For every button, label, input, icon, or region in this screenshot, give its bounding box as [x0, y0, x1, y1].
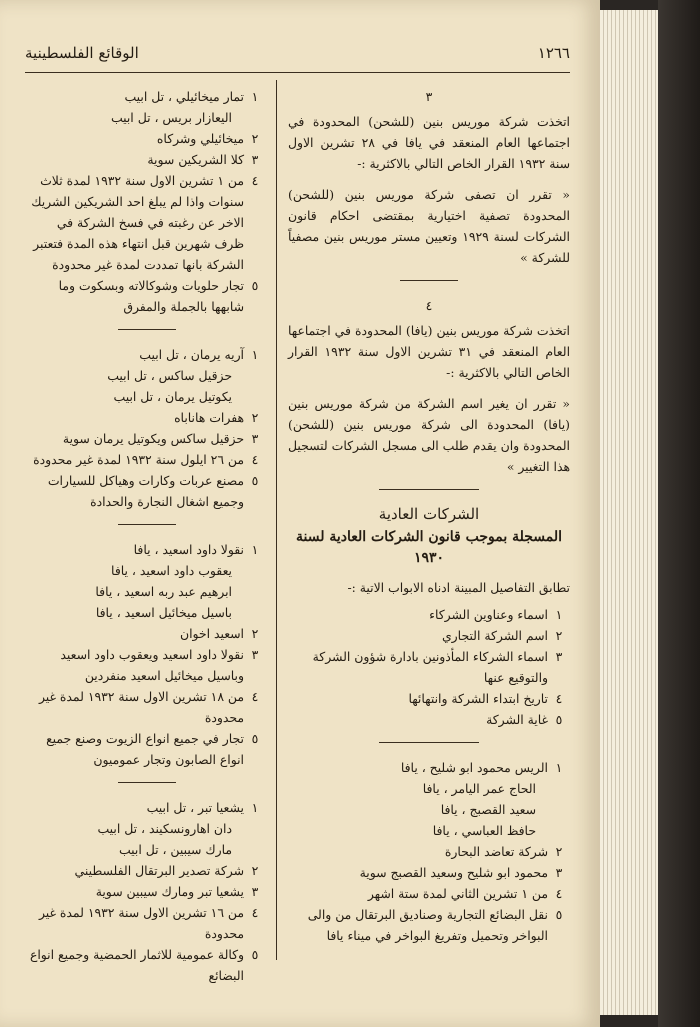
numbered-item	[28, 728, 266, 770]
item-line: آريه يرمان ، تل ابيب	[139, 347, 244, 362]
book-spine	[658, 0, 700, 1027]
item-text	[28, 623, 244, 644]
item-line: اسماء الشركاء المأذونين بادارة شؤون الشركة والتوقيع عنها	[312, 649, 548, 685]
item-line: الحاج عمر اليامر ، يافا	[422, 781, 536, 796]
item-line: اسم الشركة التجاري	[441, 628, 548, 643]
item-line: يعقوب داود اسعيد ، يافا	[111, 563, 232, 578]
numbered-item	[28, 170, 266, 275]
item-number: ١	[251, 89, 259, 104]
item-text	[28, 944, 244, 986]
item-number: ٢	[251, 863, 259, 878]
item-line: نقل البضائع التجارية وصناديق البرتقال من والى البواخر وتحميل وتفريغ البواخر في ميناء يافا	[307, 907, 548, 943]
item-line: حزقيل ساكس ، تل ابيب	[107, 368, 232, 383]
item-text	[288, 646, 548, 688]
item-text	[288, 709, 548, 730]
item-number: ٤	[251, 689, 259, 704]
numbered-item	[28, 944, 266, 986]
item-line: تمار ميخائيلي ، تل ابيب	[124, 89, 244, 104]
item-line: كلا الشريكين سوية	[147, 152, 244, 167]
section-number: ٣	[425, 89, 433, 104]
numbered-item	[28, 428, 266, 449]
numbered-item	[288, 709, 570, 730]
item-line: وكالة عمومية للاثمار الحمضية وجميع انواع البضائع	[29, 947, 244, 983]
item-line: نقولا داود اسعيد ، يافا	[133, 542, 244, 557]
item-line: هفرات هاناباه	[174, 410, 244, 425]
company-entry	[28, 344, 266, 512]
item-number: ٣	[251, 431, 259, 446]
item-number: ١	[555, 607, 563, 622]
numbered-item	[28, 623, 266, 644]
item-text	[288, 841, 548, 862]
item-text	[28, 797, 244, 860]
item-line: مصنع عربات وكارات وهياكل للسيارات وجميع اشغال النجارة والحدادة	[47, 473, 244, 509]
item-line: يكوتيل يرمان ، تل ابيب	[113, 389, 232, 404]
numbered-item	[28, 344, 266, 407]
item-text	[28, 407, 244, 428]
numbered-item	[28, 686, 266, 728]
item-line: محمود ابو شليح وسعيد القصبج سوية	[359, 865, 548, 880]
item-line: ابرهيم عبد ربه اسعيد ، يافا	[95, 584, 232, 599]
section-subheading: المسجلة بموجب قانون الشركات العادية لسنة ١٩٣٠	[295, 529, 563, 566]
item-line: يشعيا تبر ومارك سيبين سوية	[95, 884, 244, 899]
item-line: مارك سيبين ، تل ابيب	[118, 842, 232, 857]
numbered-item	[288, 625, 570, 646]
page-header	[25, 44, 570, 68]
item-text	[28, 686, 244, 728]
numbered-item	[288, 862, 570, 883]
item-number: ٤	[555, 691, 563, 706]
separator	[118, 524, 176, 525]
item-line: دان اهارونسكيند ، تل ابيب	[97, 821, 232, 836]
item-line: نقولا داود اسعيد ويعقوب داود اسعيد وباسيل ميخائيل اسعيد منفردين	[60, 647, 244, 683]
company-entry	[288, 757, 570, 946]
item-line: من ١٦ تشرين الاول سنة ١٩٣٢ لمدة غير محدودة	[38, 905, 244, 941]
section-paragraph: اتخذت شركة موريس بنين (يافا) المحدودة في اجتماعها العام المنعقد في ٣١ تشرين الاول سنة ١٩٣٢ القرار الخاص التالي بالاكثرية :-	[288, 323, 571, 380]
item-line: تجار في جميع انواع الزيوت وصنع جميع انواع الصابون وتجار عموميون	[46, 731, 244, 767]
item-number: ٣	[555, 865, 563, 880]
item-text	[28, 344, 244, 407]
item-text	[28, 170, 244, 275]
item-line: شركة تصدير البرتقال الفلسطيني	[74, 863, 244, 878]
item-text	[28, 275, 244, 317]
item-line: تجار حلويات وشوكالاته وبسكوت وما شابهها بالجملة والمفرق	[58, 278, 244, 314]
numbered-item	[28, 470, 266, 512]
separator	[379, 489, 479, 490]
gazette-title: الوقائع الفلسطينية	[25, 44, 139, 62]
item-number: ٥	[555, 907, 563, 922]
item-number: ٣	[251, 884, 259, 899]
legend-intro: تطابق التفاصيل المبينة ادناه الابواب الاتية :-	[347, 580, 570, 595]
left-column	[28, 86, 266, 990]
item-number: ٤	[251, 452, 259, 467]
numbered-item	[28, 449, 266, 470]
item-text	[28, 128, 244, 149]
item-text	[28, 644, 244, 686]
section-paragraph: اتخذت شركة موريس بنين (للشحن) المحدودة في اجتماعها العام المنعقد في يافا في ٢٨ تشرين الاول سنة ١٩٣٢ القرار الخاص التالي بالاكثرية :-	[288, 114, 570, 171]
item-number: ٥	[555, 712, 563, 727]
item-text	[288, 862, 548, 883]
item-line: تاريخ ابتداء الشركة وانتهائها	[408, 691, 548, 706]
separator	[118, 782, 176, 783]
company-entry	[28, 797, 266, 986]
item-text	[28, 881, 244, 902]
numbered-item	[28, 797, 266, 860]
item-number: ٣	[555, 649, 563, 664]
item-number: ١	[251, 542, 259, 557]
item-text	[28, 728, 244, 770]
header-rule	[25, 72, 570, 73]
item-number: ١	[555, 760, 563, 775]
item-text	[288, 757, 548, 841]
item-line: يشعيا تبر ، تل ابيب	[146, 800, 244, 815]
section-number: ٤	[425, 298, 433, 313]
item-number: ٥	[251, 278, 259, 293]
resolution-quote: « تقرر ان يغير اسم الشركة من شركة موريس بنين (يافا) المحدودة الى شركة موريس بنين (للشحن) المحدودة وان يقدم طلب الى مسجل الشركات لتسجيل هذا التغيير »	[288, 396, 570, 474]
numbered-item	[28, 86, 266, 128]
separator	[118, 329, 176, 330]
item-number: ٥	[251, 947, 259, 962]
numbered-item	[28, 539, 266, 623]
item-line: اليعازار بريس ، تل ابيب	[110, 110, 232, 125]
numbered-item	[288, 646, 570, 688]
item-number: ٢	[555, 844, 563, 859]
numbered-item	[288, 757, 570, 841]
numbered-item	[288, 604, 570, 625]
section-heading: الشركات العادية	[378, 505, 480, 523]
item-line: من ١ تشرين الاول سنة ١٩٣٢ لمدة ثلاث سنوات واذا لم يبلغ احد الشريكين الشريك الاخر عن رغبته في فسخ الشركة في ظرف شهرين قبل انتهاء هذه المدة فتعتبر الشركة بانها تمددت لمدة غير محدودة	[31, 173, 244, 272]
item-line: الريس محمود ابو شليح ، يافا	[400, 760, 548, 775]
item-text	[288, 604, 548, 625]
item-line: باسيل ميخائيل اسعيد ، يافا	[95, 605, 232, 620]
numbered-item	[288, 904, 570, 946]
numbered-item	[28, 407, 266, 428]
separator	[379, 742, 479, 743]
item-text	[28, 902, 244, 944]
numbered-item	[288, 883, 570, 904]
item-number: ١	[251, 347, 259, 362]
resolution-quote: « تقرر ان تصفى شركة موريس بنين (للشحن) المحدودة تصفية اختيارية بمقتضى احكام قانون الشركات لسنة ١٩٢٩ وتعيين مستر موريس بنين مصفياً للشركة »	[288, 187, 570, 265]
item-number: ٢	[251, 131, 259, 146]
item-line: من ١ تشرين الثاني لمدة ستة اشهر	[367, 886, 548, 901]
item-text	[28, 470, 244, 512]
item-text	[288, 625, 548, 646]
item-line: شركة تعاضد البحارة	[444, 844, 548, 859]
numbered-item	[28, 275, 266, 317]
item-line: حافظ العباسي ، يافا	[432, 823, 536, 838]
item-line: اسعيد اخوان	[179, 626, 244, 641]
item-line: غاية الشركة	[486, 712, 548, 727]
numbered-item	[28, 149, 266, 170]
numbered-item	[28, 644, 266, 686]
item-number: ٣	[251, 647, 259, 662]
item-line: حزقيل ساكس ويكوتيل يرمان سوية	[62, 431, 244, 446]
numbered-item	[28, 881, 266, 902]
page-edges	[600, 10, 658, 1015]
numbered-item	[28, 860, 266, 881]
item-number: ٥	[251, 473, 259, 488]
item-number: ٢	[251, 410, 259, 425]
item-text	[288, 883, 548, 904]
item-number: ٤	[555, 886, 563, 901]
numbered-item	[28, 902, 266, 944]
separator	[400, 280, 458, 281]
item-line: من ٢٦ ايلول سنة ١٩٣٢ لمدة غير محدودة	[33, 452, 244, 467]
right-column	[288, 86, 570, 950]
item-number: ١	[251, 800, 259, 815]
item-line: من ١٨ تشرين الاول سنة ١٩٣٢ لمدة غير محدودة	[38, 689, 244, 725]
page-number: ١٢٦٦	[537, 44, 570, 62]
item-line: اسماء وعناوين الشركاء	[429, 607, 548, 622]
item-text	[28, 539, 244, 623]
item-text	[288, 688, 548, 709]
item-number: ٢	[251, 626, 259, 641]
item-text	[28, 449, 244, 470]
item-number: ٤	[251, 173, 259, 188]
numbered-item	[288, 688, 570, 709]
numbered-item	[288, 841, 570, 862]
company-entry	[28, 539, 266, 770]
item-line: ميخائيلي وشركاه	[156, 131, 244, 146]
item-number: ٣	[251, 152, 259, 167]
item-number: ٥	[251, 731, 259, 746]
item-number: ٢	[555, 628, 563, 643]
column-divider	[276, 80, 277, 960]
item-text	[28, 860, 244, 881]
item-text	[28, 86, 244, 128]
item-text	[28, 428, 244, 449]
numbered-item	[28, 128, 266, 149]
item-line: سعيد القصبج ، يافا	[440, 802, 536, 817]
item-text	[288, 904, 548, 946]
legend-list	[288, 604, 570, 730]
item-number: ٤	[251, 905, 259, 920]
company-entry	[28, 86, 266, 317]
item-text	[28, 149, 244, 170]
